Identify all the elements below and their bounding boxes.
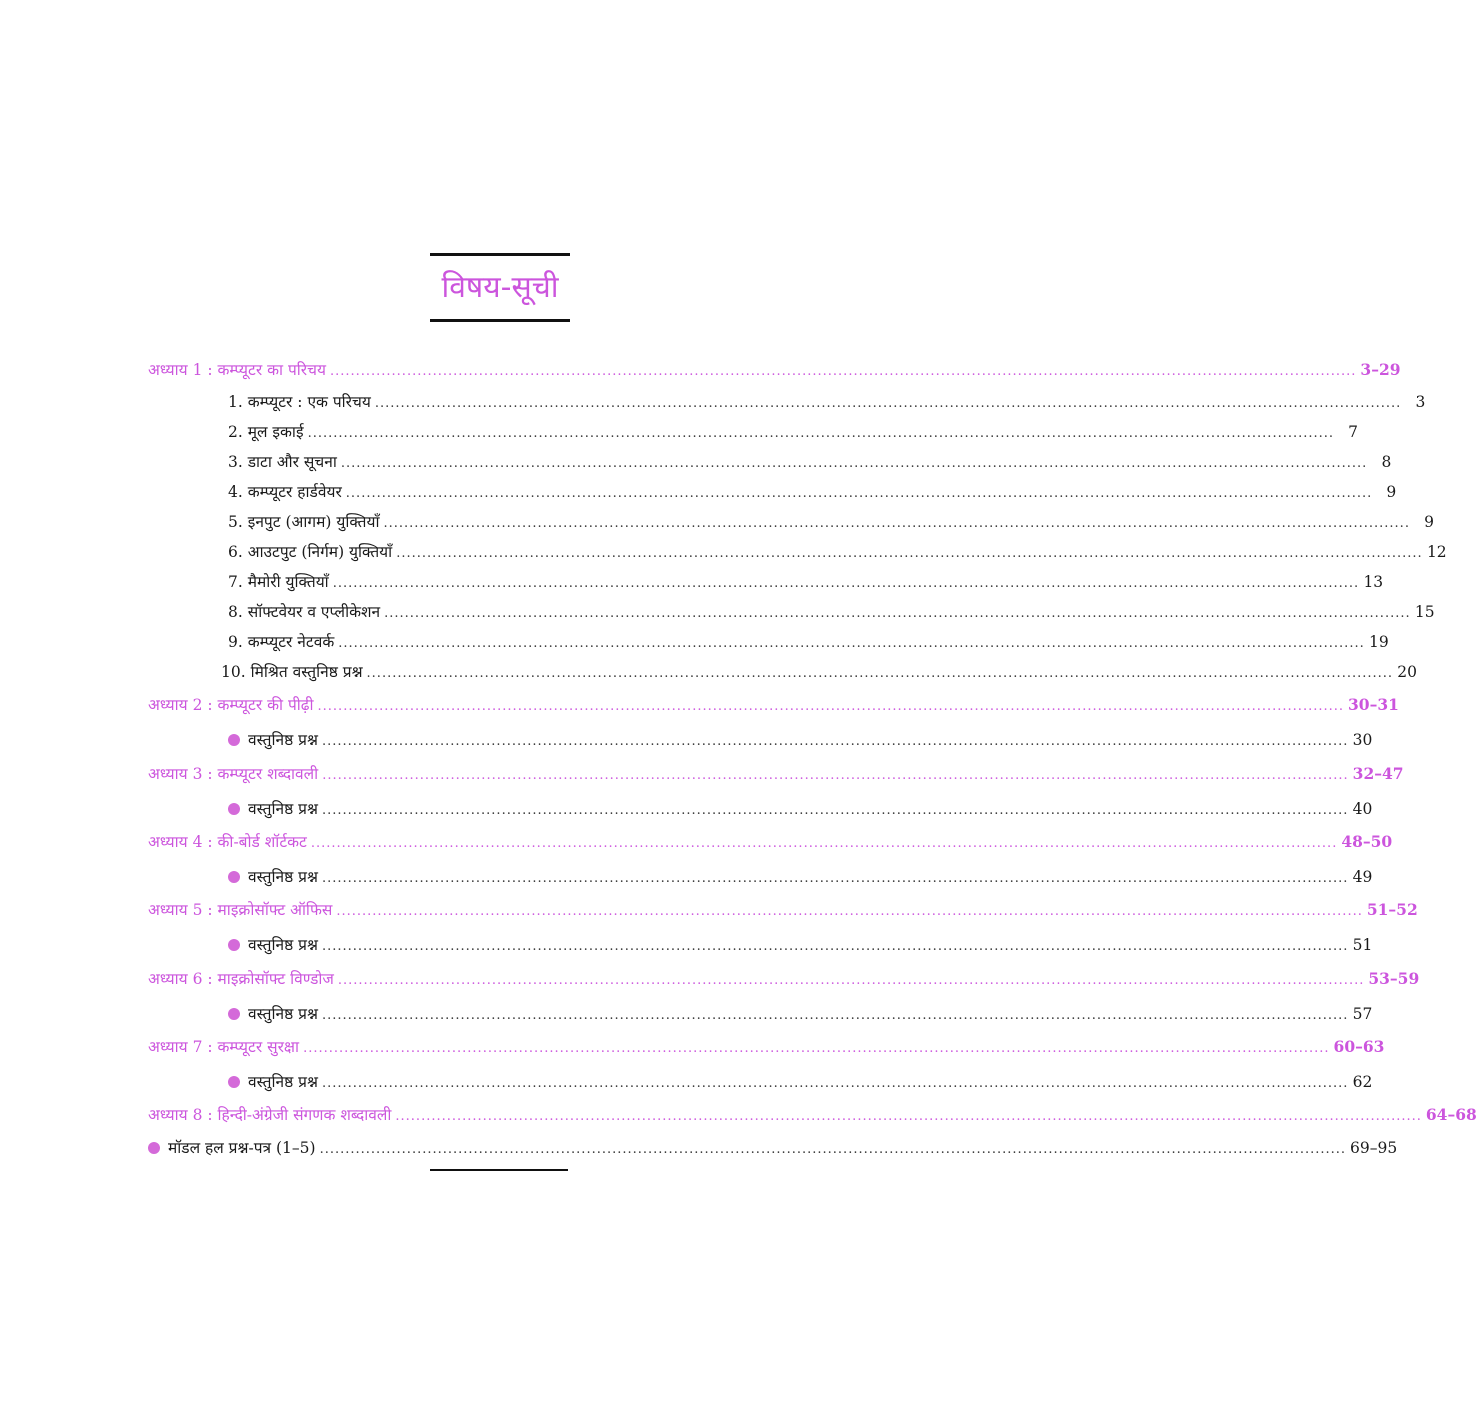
toc-entry-text: 4. कम्प्यूटर हार्डवेयर bbox=[228, 483, 342, 501]
toc-entry-text: अध्याय 5 : माइक्रोसॉफ्ट ऑफिस bbox=[148, 901, 333, 919]
toc-entry-row bbox=[148, 728, 1373, 754]
toc-chapter-row bbox=[148, 967, 1420, 993]
dot-leader: ........................................................................................................................................................................................................ bbox=[307, 426, 1335, 441]
dot-leader: ........................................................................................................................................................................................................ bbox=[329, 364, 1357, 379]
dot-leader: ........................................................................................................................................................................................................ bbox=[321, 871, 1349, 886]
toc-entry-label bbox=[148, 1103, 391, 1125]
toc-page-number: 51–52 bbox=[1366, 900, 1418, 919]
dot-leader: ........................................................................................................................................................................................................ bbox=[383, 516, 1410, 531]
toc-page-number: 7 bbox=[1348, 423, 1359, 441]
dot-leader: ........................................................................................................................................................................................................ bbox=[336, 904, 1363, 919]
toc-entry-row bbox=[148, 1002, 1373, 1028]
toc-entry-label bbox=[148, 693, 314, 715]
toc-entry-label bbox=[148, 660, 363, 682]
toc-entry-text: 7. मैमोरी युक्तियाँ bbox=[228, 573, 329, 591]
toc-page-number: 13 bbox=[1363, 573, 1384, 591]
toc-entry-text: अध्याय 8 : हिन्दी-अंग्रेजी संगणक शब्दावली bbox=[148, 1106, 392, 1124]
dot-leader: ........................................................................................................................................................................................................ bbox=[338, 636, 1365, 651]
bullet-icon bbox=[148, 1142, 160, 1154]
toc-page-number: 51 bbox=[1352, 936, 1373, 954]
dot-leader: ........................................................................................................................................................................................................ bbox=[317, 699, 1344, 714]
toc-page-number: 30–31 bbox=[1348, 695, 1399, 714]
toc-entry-text: वस्तुनिष्ठ प्रश्न bbox=[248, 731, 318, 749]
toc-page-number: 9 bbox=[1424, 513, 1434, 531]
toc-entry-text: वस्तुनिष्ठ प्रश्न bbox=[248, 936, 318, 954]
toc-entry-label bbox=[148, 797, 318, 819]
bullet-icon bbox=[228, 1076, 240, 1088]
bullet-icon bbox=[228, 871, 240, 883]
dot-leader: ........................................................................................................................................................................................................ bbox=[321, 939, 1349, 954]
toc-page-number: 69–95 bbox=[1350, 1139, 1398, 1157]
toc-entry-label bbox=[148, 830, 307, 852]
toc-entry-label bbox=[148, 933, 318, 955]
toc-page-number: 3–29 bbox=[1360, 360, 1401, 379]
toc-entry-row bbox=[148, 1070, 1373, 1096]
toc-chapter-row bbox=[148, 1103, 1477, 1129]
toc-page-number: 30 bbox=[1352, 731, 1373, 749]
bullet-icon bbox=[228, 1008, 240, 1020]
toc-page-number: 32–47 bbox=[1352, 764, 1404, 783]
toc-entry-text: 6. आउटपुट (निर्गम) युक्तियाँ bbox=[228, 543, 393, 561]
toc-entry-text: अध्याय 1 : कम्प्यूटर का परिचय bbox=[148, 361, 326, 379]
toc-chapter-row bbox=[148, 1035, 1385, 1061]
toc-page-number: 19 bbox=[1368, 633, 1389, 651]
dot-leader: ........................................................................................................................................................................................................ bbox=[384, 606, 1411, 621]
toc-entry-text: अध्याय 6 : माइक्रोसॉफ्ट विण्डोज bbox=[148, 970, 334, 988]
toc-entry-text: 5. इनपुट (आगम) युक्तियाँ bbox=[228, 513, 380, 531]
dot-leader: ........................................................................................................................................................................................................ bbox=[337, 973, 1365, 988]
toc-model-paper-row bbox=[148, 1136, 1398, 1162]
title-bottom-rule bbox=[430, 319, 570, 322]
toc-entry-row bbox=[148, 390, 1426, 416]
toc-page-number: 49 bbox=[1352, 868, 1373, 886]
toc-entry-row bbox=[148, 510, 1434, 536]
toc-entry-text: मॉडल हल प्रश्न-पत्र (1–5) bbox=[168, 1139, 316, 1157]
toc-page-number: 48–50 bbox=[1341, 832, 1393, 851]
bullet-icon bbox=[228, 803, 240, 815]
toc-chapter-row bbox=[148, 830, 1393, 856]
toc-page-number: 40 bbox=[1352, 800, 1373, 818]
toc-entry-text: 9. कम्प्यूटर नेटवर्क bbox=[228, 633, 335, 651]
toc-entry-label bbox=[148, 570, 329, 592]
toc-entry-label bbox=[148, 1070, 318, 1092]
dot-leader: ........................................................................................................................................................................................................ bbox=[374, 396, 1402, 411]
toc-entry-label bbox=[148, 480, 342, 502]
toc-page-number: 60–63 bbox=[1333, 1037, 1385, 1056]
toc-entry-label bbox=[148, 1035, 299, 1057]
toc-page-number: 57 bbox=[1352, 1005, 1373, 1023]
dot-leader: ........................................................................................................................................................................................................ bbox=[310, 836, 1338, 851]
dot-leader: ........................................................................................................................................................................................................ bbox=[322, 768, 1349, 783]
toc-entry-row bbox=[148, 540, 1447, 566]
toc-entry-label bbox=[148, 1136, 316, 1158]
end-rule bbox=[430, 1169, 568, 1171]
toc-entry-label bbox=[148, 967, 334, 989]
toc-page-number: 12 bbox=[1426, 543, 1447, 561]
toc-entry-label bbox=[148, 510, 379, 532]
toc-entry-text: 1. कम्प्यूटर : एक परिचय bbox=[228, 393, 371, 411]
toc-page-number: 3 bbox=[1415, 393, 1426, 411]
toc-chapter-row bbox=[148, 358, 1401, 384]
toc-entry-row bbox=[148, 630, 1389, 656]
toc-entry-label bbox=[148, 600, 380, 622]
dot-leader: ........................................................................................................................................................................................................ bbox=[340, 456, 1368, 471]
toc-chapter-row bbox=[148, 693, 1399, 719]
dot-leader: ........................................................................................................................................................................................................ bbox=[366, 666, 1394, 681]
toc-entry-row bbox=[148, 420, 1359, 446]
toc-page-number: 8 bbox=[1381, 453, 1392, 471]
bullet-icon bbox=[228, 939, 240, 951]
toc-page-number: 15 bbox=[1414, 603, 1435, 621]
toc-entry-row bbox=[148, 570, 1384, 596]
toc-entry-row bbox=[148, 480, 1397, 506]
dot-leader: ........................................................................................................................................................................................................ bbox=[303, 1041, 1330, 1056]
toc-entry-label bbox=[148, 1002, 318, 1024]
dot-leader: ........................................................................................................................................................................................................ bbox=[321, 1008, 1349, 1023]
toc-entry-label bbox=[148, 762, 318, 784]
toc-entry-text: अध्याय 2 : कम्प्यूटर की पीढ़ी bbox=[148, 696, 314, 714]
toc-entry-text: 10. मिश्रित वस्तुनिष्ठ प्रश्न bbox=[221, 663, 363, 681]
toc-entry-label bbox=[148, 865, 318, 887]
toc-entry-row bbox=[148, 450, 1392, 476]
toc-entry-label bbox=[148, 728, 318, 750]
toc-entry-text: 8. सॉफ्टवेयर व एप्लीकेशन bbox=[228, 603, 381, 621]
toc-entry-label bbox=[148, 390, 371, 412]
toc-entry-text: वस्तुनिष्ठ प्रश्न bbox=[248, 1073, 318, 1091]
toc-entry-label bbox=[148, 540, 392, 562]
toc-entry-row bbox=[148, 600, 1435, 626]
dot-leader: ........................................................................................................................................................................................................ bbox=[319, 1142, 1347, 1157]
toc-entry-text: अध्याय 4 : की-बोर्ड शॉर्टकट bbox=[148, 833, 307, 851]
toc-entry-label bbox=[148, 630, 334, 652]
dot-leader: ........................................................................................................................................................................................................ bbox=[345, 486, 1373, 501]
dot-leader: ........................................................................................................................................................................................................ bbox=[321, 1076, 1349, 1091]
toc-entry-text: 3. डाटा और सूचना bbox=[228, 453, 337, 471]
title-block bbox=[430, 253, 570, 322]
toc-entry-row bbox=[148, 865, 1373, 891]
toc-page-number: 53–59 bbox=[1368, 969, 1420, 988]
toc-page-number: 9 bbox=[1386, 483, 1397, 501]
toc-entry-text: अध्याय 3 : कम्प्यूटर शब्दावली bbox=[148, 765, 319, 783]
dot-leader: ........................................................................................................................................................................................................ bbox=[395, 1109, 1422, 1124]
toc-entry-label bbox=[148, 420, 304, 442]
toc-entry-row bbox=[148, 660, 1418, 686]
toc-entry-label bbox=[148, 358, 326, 380]
toc-entry-row bbox=[148, 797, 1373, 823]
dot-leader: ........................................................................................................................................................................................................ bbox=[396, 546, 1423, 561]
toc-page-number: 64–68 bbox=[1425, 1105, 1477, 1124]
toc-page-number: 20 bbox=[1397, 663, 1418, 681]
dot-leader: ........................................................................................................................................................................................................ bbox=[321, 734, 1349, 749]
toc-entry-text: वस्तुनिष्ठ प्रश्न bbox=[248, 1005, 318, 1023]
toc-entry-text: वस्तुनिष्ठ प्रश्न bbox=[248, 800, 318, 818]
toc-chapter-row bbox=[148, 898, 1418, 924]
toc-page-number: 62 bbox=[1352, 1073, 1373, 1091]
dot-leader: ........................................................................................................................................................................................................ bbox=[332, 576, 1360, 591]
toc-entry-label bbox=[148, 450, 337, 472]
toc-chapter-row bbox=[148, 762, 1404, 788]
toc-entry-label bbox=[148, 898, 332, 920]
toc-entry-text: अध्याय 7 : कम्प्यूटर सुरक्षा bbox=[148, 1038, 300, 1056]
toc-entry-text: 2. मूल इकाई bbox=[228, 423, 304, 441]
page-title: विषय-सूची bbox=[441, 270, 559, 305]
dot-leader: ........................................................................................................................................................................................................ bbox=[321, 803, 1349, 818]
toc-entry-row bbox=[148, 933, 1373, 959]
bullet-icon bbox=[228, 734, 240, 746]
toc-entry-text: वस्तुनिष्ठ प्रश्न bbox=[248, 868, 318, 886]
